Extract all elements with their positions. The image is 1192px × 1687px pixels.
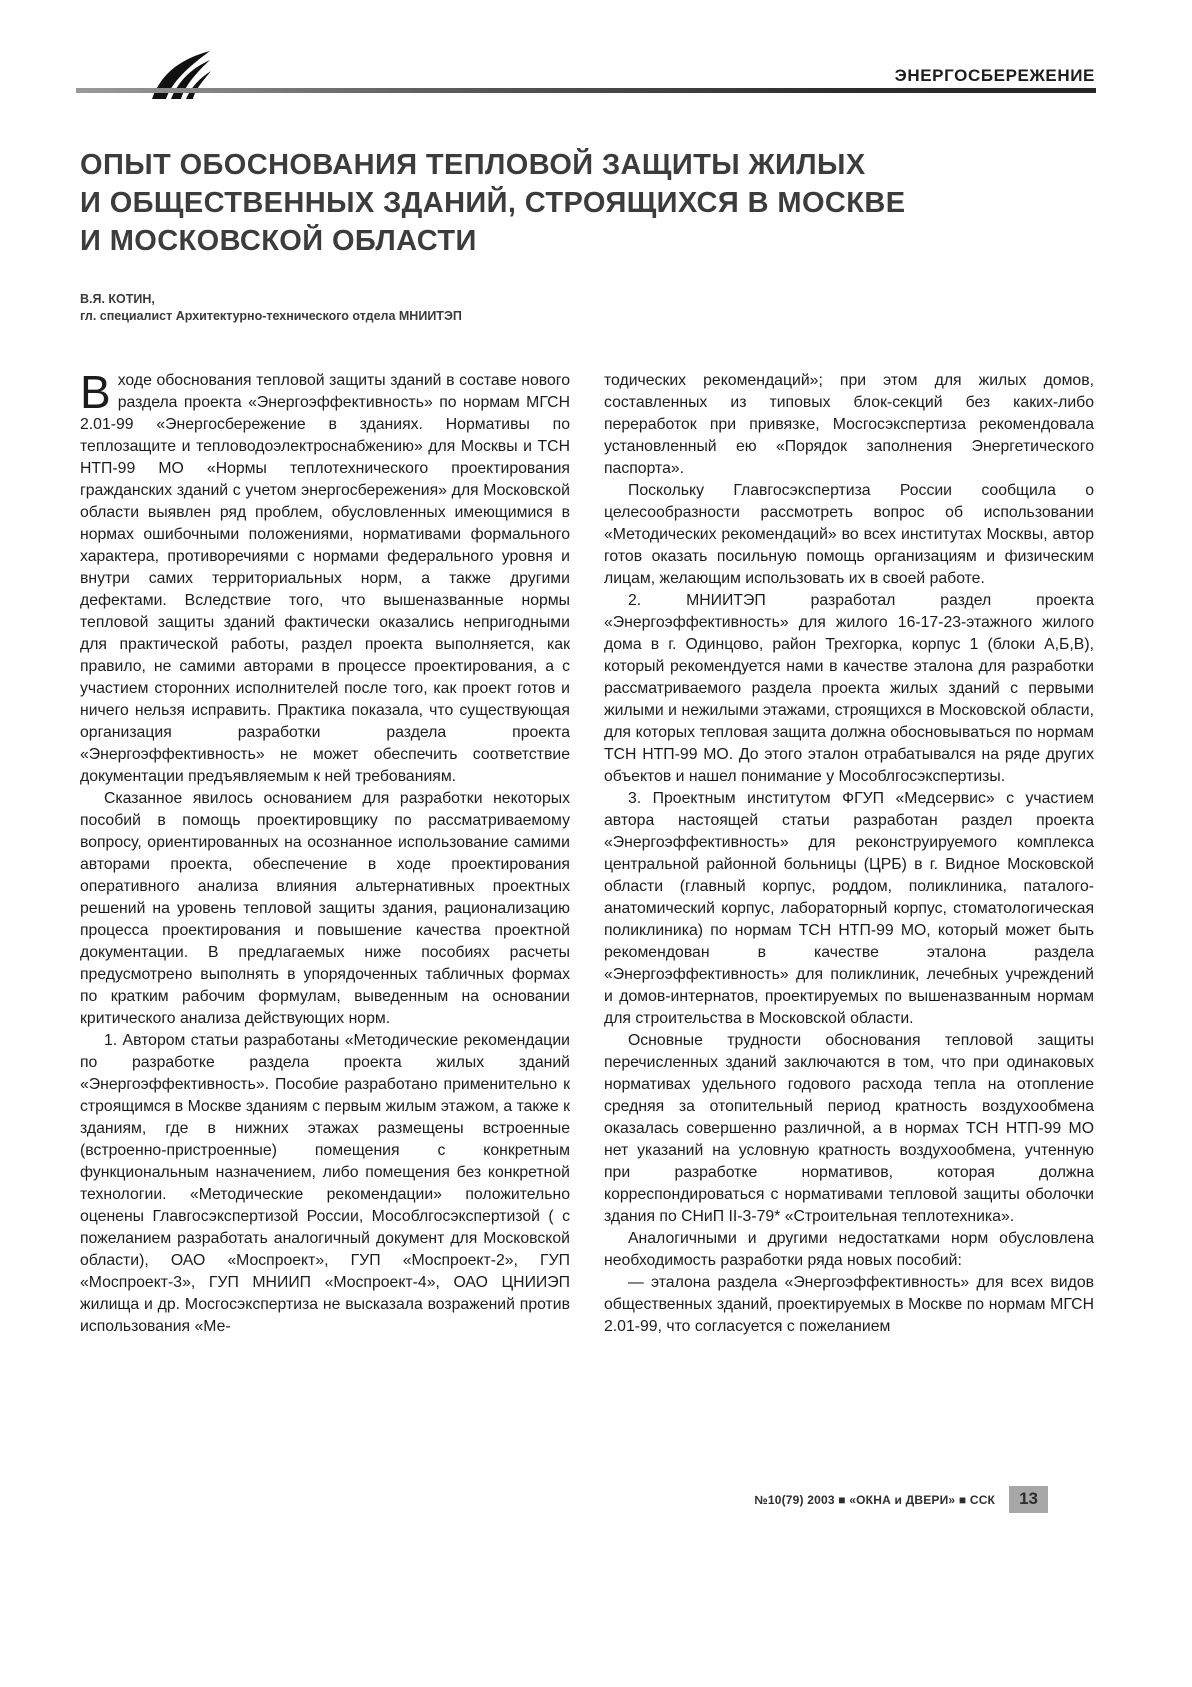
left-column xyxy=(80,366,570,1338)
section-header: ЭНЕРГОСБЕРЕЖЕНИЕ xyxy=(894,66,1095,85)
body-paragraph: Сказанное явилось основанием для разработки некоторых пособий в помощь проектировщику по рассматриваемому вопросу, ориентированных на осознанное использование самими авторами проекта, обеспечение в ходе проектирования оперативного анализа влияния альтернативных проектных решений на уровень тепловой защиты здания, рационализацию процесса проектирования и повышение качества проектной документации. В предлагаемых ниже пособиях расчеты предусмотрено выполнять в упорядоченных табличных формах по кратким рабочим формулам, выведенным на основании критического анализа действующих норм. xyxy=(80,790,570,1027)
article-body xyxy=(80,366,1094,1338)
body-paragraph: 2. МНИИТЭП разработал раздел проекта «Энергоэффективность» для жилого 16-17-23-этажного жилого дома в г. Одинцово, район Трехгорка, корпус 1 (блоки А,Б,В), который рекомендуется нами в качестве эталона для разработки рассматриваемого раздела проекта жилых зданий с первыми жилыми и нежилыми этажами, строящихся в Московской области, для которых тепловая защита должна обосновываться по нормам ТСН НТП-99 МО. До этого эталон отрабатывался на ряде других объектов и нашел понимание у Мособлгосэкспертизы. xyxy=(604,592,1094,785)
author-role: гл. специалист Архитектурно-технического отдела МНИИТЭП xyxy=(80,309,462,323)
page-number: 13 xyxy=(1009,1486,1048,1513)
body-paragraph: 1. Автором статьи разработаны «Методические рекомендации по разработке раздела проекта жилых зданий «Энергоэффективность». Пособие разработано применительно к строящимся в Москве зданиям с первым жилым этажом, а также к зданиям, где в нижних этажах размещены встроенные (встроенно-пристроенные) помещения с конкретным функциональным назначением, либо помещения без конкретной технологии. «Методические рекомендации» положительно оценены Главгосэкспертизой России, Мособлгосэкспертизой ( с пожеланием разработать аналогичный документ для Московской области), ОАО «Моспроект», ГУП «Моспроект-2», ГУП «Моспроект-3», ГУП МНИИП «Моспроект-4», ОАО ЦНИИЭП жилища и др. Мосгосэкспертиза не высказала возражений против использования «Ме- xyxy=(80,1032,570,1335)
right-column xyxy=(604,370,1094,1338)
body-paragraph xyxy=(80,366,570,788)
body-paragraph: тодических рекомендаций»; при этом для жилых домов, составленных из типовых блок-секций без каких-либо переработок при привязке, Мосгосэкспертиза рекомендовала установленный ею «Порядок заполнения Энергетического паспорта». xyxy=(604,372,1094,477)
author-name: В.Я. КОТИН, xyxy=(80,292,155,306)
article-title-line: ОПЫТ ОБОСНОВАНИЯ ТЕПЛОВОЙ ЗАЩИТЫ ЖИЛЫХ xyxy=(80,149,866,181)
article-title-line: И МОСКОВСКОЙ ОБЛАСТИ xyxy=(80,225,477,257)
drop-cap: В xyxy=(80,366,111,418)
body-paragraph: — эталона раздела «Энергоэффективность» для всех видов общественных зданий, проектируемых в Москве по нормам МГСН 2.01-99, что согласуется с пожеланием xyxy=(604,1274,1094,1335)
paragraph-text: ходе обоснования тепловой защиты зданий в составе нового раздела проекта «Энергоэффективность» по нормам МГСН 2.01-99 «Энергосбережение в зданиях. Нормативы по теплозащите и тепловодоэлектроснабжению» для Москвы и ТСН НТП-99 МО «Нормы теплотехнического проектирования гражданских зданий с учетом энергосбережения» для Московской области выявлен ряд проблем, обусловленных имеющимися в нормах ошибочными положениями, нормативами формального характера, противоречиями с нормами федерального уровня и внутри самих территориальных норм, а также другими дефектами. Вследствие того, что вышеназванные нормы тепловой защиты зданий фактически оказались непригодными для практической работы, раздел проекта выполняется, как правило, не самими авторами в процессе проектирования, а с участием сторонних исполнителей после того, как проект готов и ничего нельзя исправить. Практика показала, что существующая организация разработки раздела проекта «Энергоэффективность» не может обеспечить соответствие документации предъявляемым к ней требованиям. xyxy=(80,372,570,785)
body-paragraph: Основные трудности обоснования тепловой защиты перечисленных зданий заключаются в том, что при одинаковых нормативах удельного годового расхода тепла на отопление средняя за отопительный период кратность воздухообмена оказалась совершенно различной, а в нормах ТСН НТП-99 МО нет указаний на условную кратность воздухообмена, учтенную при разработке нормативов, которая должна корреспондироваться с нормативами тепловой защиты оболочки здания по СНиП II-3-79* «Строительная теплотехника». xyxy=(604,1032,1094,1225)
page-footer xyxy=(80,1486,1048,1513)
header-rule-divider xyxy=(76,88,1096,93)
body-paragraph: Поскольку Главгосэкспертиза России сообщила о целесообразности рассмотреть вопрос об использовании «Методических рекомендаций» во всех институтах Москвы, автор готов оказать посильную помощь организациям и физическим лицам, желающим использовать их в своей работе. xyxy=(604,482,1094,587)
article-title xyxy=(80,146,1100,260)
author-block xyxy=(80,291,462,325)
body-paragraph: 3. Проектным институтом ФГУП «Медсервис» с участием автора настоящей статьи разработан раздел проекта «Энергоэффективность» для реконструируемого комплекса центральной районной больницы (ЦРБ) в г. Видное Московской области (главный корпус, роддом, поликлиника, паталого-анатомический корпус, лабораторный корпус, стоматологическая поликлиника) по нормам ТСН НТП-99 МО, который может быть рекомендован в качестве эталона раздела «Энергоэффективность» для поликлиник, лечебных учреждений и домов-интернатов, проектируемых по вышеназванным нормам для строительства в Московской области. xyxy=(604,790,1094,1027)
article-title-line: И ОБЩЕСТВЕННЫХ ЗДАНИЙ, СТРОЯЩИХСЯ В МОСКВЕ xyxy=(80,187,906,219)
body-paragraph: Аналогичными и другими недостатками норм обусловлена необходимость разработки ряда новых пособий: xyxy=(604,1230,1094,1269)
footer-issue-line: №10(79) 2003 ■ «ОКНА и ДВЕРИ» ■ ССК xyxy=(754,1492,996,1507)
